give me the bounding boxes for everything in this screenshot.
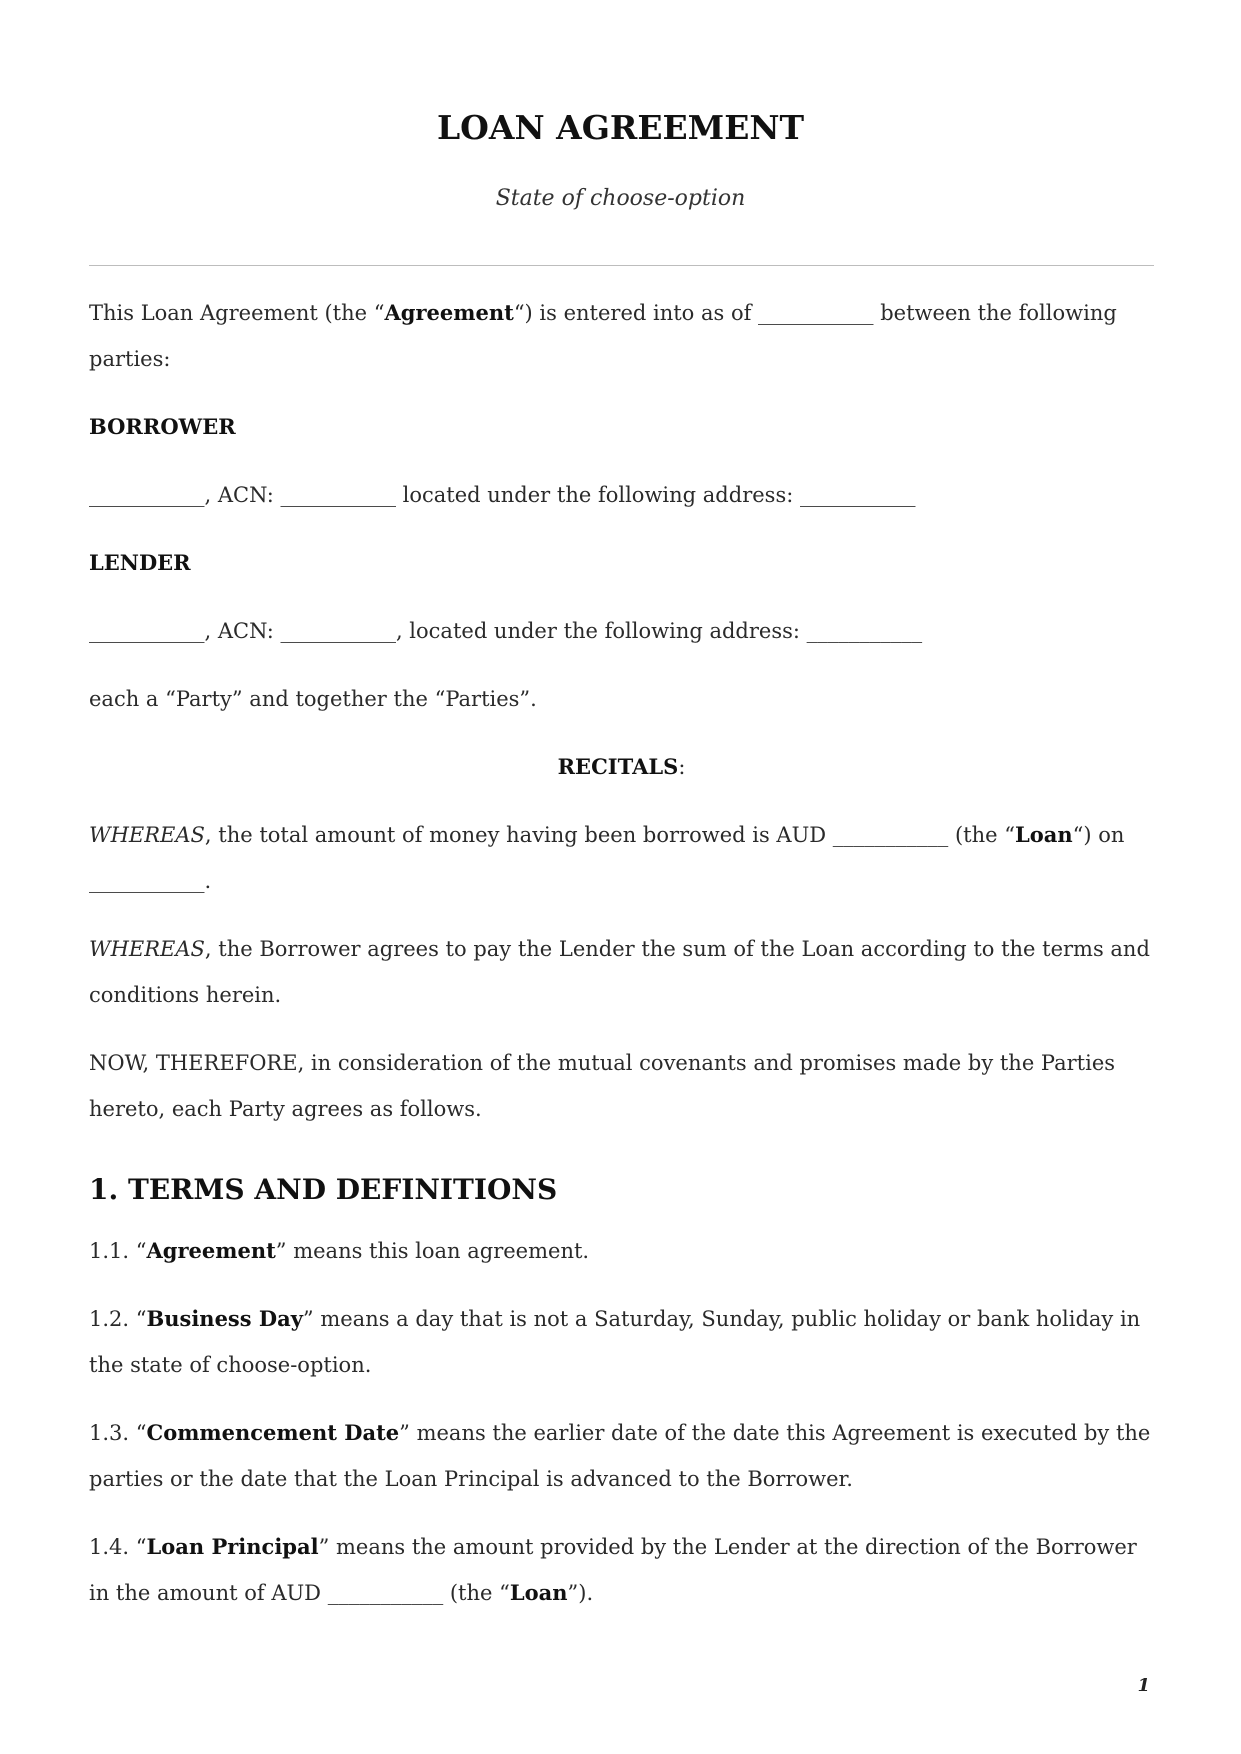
lender-heading: LENDER [89,550,191,575]
now-therefore-paragraph: NOW, THEREFORE, in consideration of the mutual covenants and promises made by the Parties hereto, each Party agrees as follows. [89,1051,1116,1121]
whereas-paragraph-2: WHEREAS, the Borrower agrees to pay the Lender the sum of the Loan according to the terms and conditions herein. [89,937,1150,1007]
definition-1-2: 1.2. “Business Day” means a day that is not a Saturday, Sunday, public holiday or bank holiday in the state of choose-option. [89,1306,1141,1377]
definition-1-3: 1.3. “Commencement Date” means the earlier date of the date this Agreement is executed by the parties or the date that the Loan Principal is advanced to the Borrower. [89,1420,1151,1491]
document-subtitle: State of choose-option [495,186,746,211]
whereas-paragraph-1: WHEREAS, the total amount of money having been borrowed is AUD ___________ (the “Loan“) on ___________. [89,822,1125,893]
document-title: LOAN AGREEMENT [436,108,805,147]
borrower-heading: BORROWER [89,414,236,439]
borrower-line: ___________, ACN: ___________ located under the following address: ___________ [89,483,916,507]
document-body [89,290,1154,1638]
section-1-heading: 1. TERMS AND DEFINITIONS [89,1173,558,1206]
definition-1-4: 1.4. “Loan Principal” means the amount provided by the Lender at the direction of the Borrower in the amount of AUD ___________ (the “Loan”). [89,1534,1137,1605]
page-number: 1 [1137,1675,1150,1696]
lender-line: ___________, ACN: ___________, located under the following address: ___________ [89,619,923,643]
recitals-heading: RECITALS: [557,754,686,779]
definition-1-1: 1.1. “Agreement” means this loan agreement. [89,1238,590,1263]
intro-paragraph: This Loan Agreement (the “Agreement“) is entered into as of ___________ between the following parties: [89,300,1117,371]
parties-line: each a “Party” and together the “Parties”. [89,687,537,711]
divider [89,265,1154,266]
agreement-term: Agreement [384,300,514,325]
